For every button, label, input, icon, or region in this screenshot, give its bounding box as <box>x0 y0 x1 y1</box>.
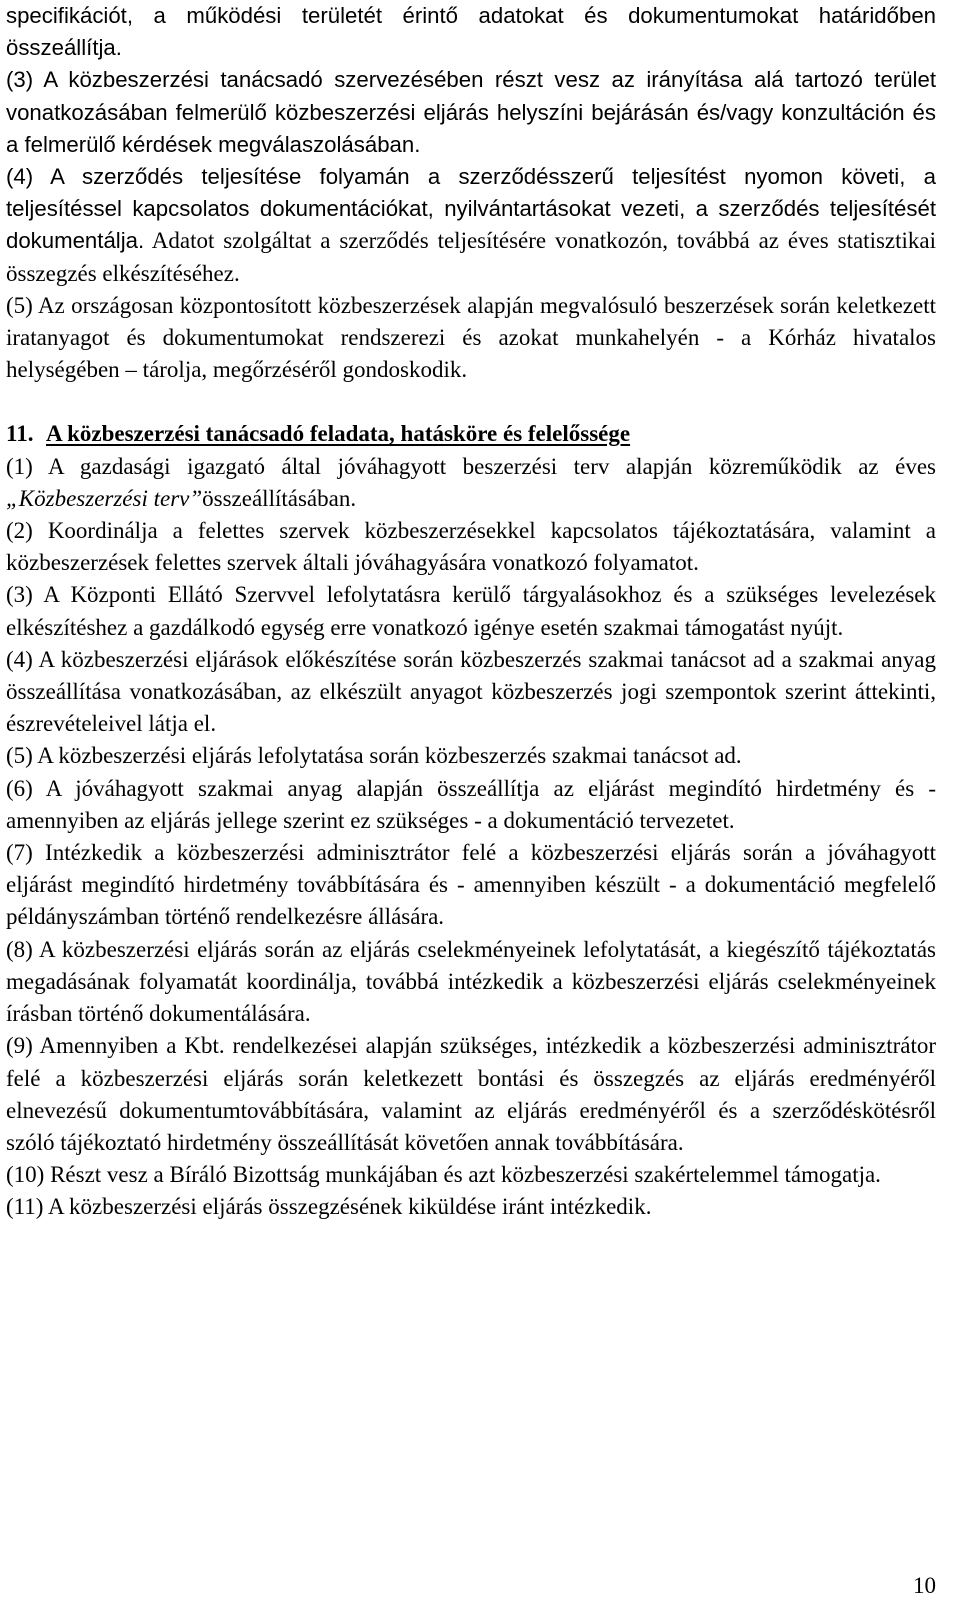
item-10: (10) Részt vesz a Bíráló Bizottság munkájában és azt közbeszerzési szakértelemmel támogatja. <box>6 1162 881 1188</box>
section-title: A közbeszerzési tanácsadó feladata, hatásköre és felelőssége <box>46 421 631 447</box>
item-8: (8) A közbeszerzési eljárás során az eljárás cselekményeinek lefolytatását, a kiegészítő tájékoztatás megadásának folyamatát koordinálja, továbbá intézkedik a közbeszerzési eljárás cselekményeinek írásban történő dokumentálására. <box>6 936 936 1027</box>
item-4: (4) A közbeszerzési eljárások előkészítése során közbeszerzés szakmai tanácsot ad a szakmai anyag összeállítása vonatkozásában, az elkészült anyagot közbeszerzés jogi szempontok szerint áttekinti, észrevételeivel látja el. <box>6 646 936 737</box>
paragraph-4-continuation: Adatot szolgáltat a szerződés teljesítésére vonatkozón, továbbá az éves statisztikai összegzés elkészítéséhez. <box>6 228 936 286</box>
page-number: 10 <box>913 1573 936 1598</box>
paragraph-continuation: specifikációt, a működési területét érintő adatokat és dokumentumokat határidőben összeállítja. <box>6 3 936 61</box>
document-page <box>6 0 936 1224</box>
section-spacer <box>6 386 936 418</box>
section-heading <box>6 418 936 450</box>
item-2: (2) Koordinálja a felettes szervek közbeszerzésekkel kapcsolatos tájékoztatására, valamint a közbeszerzések felettes szervek általi jóváhagyására vonatkozó folyamatot. <box>6 518 936 576</box>
item-3: (3) A Központi Ellátó Szervvel lefolytatásra kerülő tárgyalásokhoz és a szükséges levelezések elkészítéshez a gazdálkodó egység erre vonatkozó igénye esetén szakmai támogatást nyújt. <box>6 582 936 640</box>
paragraph-3: (3) A közbeszerzési tanácsadó szervezésében részt vesz az irányítása alá tartozó terület vonatkozásában felmerülő közbeszerzési eljárás helyszíni bejárásán és/vagy konzultáción és a felmerülő kérdések megválaszolásában. <box>6 67 936 157</box>
item-1-before: (1) A gazdasági igazgató által jóváhagyott beszerzési terv alapján közreműködik az éves <box>6 453 936 479</box>
item-11: (11) A közbeszerzési eljárás összegzésének kiküldése iránt intézkedik. <box>6 1194 652 1220</box>
paragraph-4-text: (4) A szerződés teljesítése folyamán a szerződésszerű teljesítést nyomon követi, a teljesítéssel kapcsolatos dokumentációkat, nyilvántartásokat vezeti, a szerződés teljesítését dokumentálja. <box>6 164 936 254</box>
item-6: (6) A jóváhagyott szakmai anyag alapján összeállítja az eljárást megindító hirdetmény és - amennyiben az eljárás jellege szerint ez szükséges - a dokumentáció tervezetet. <box>6 775 936 833</box>
section-number: 11. <box>6 421 34 447</box>
item-9: (9) Amennyiben a Kbt. rendelkezései alapján szükséges, intézkedik a közbeszerzési adminisztrátor felé a közbeszerzési eljárás során keletkezett bontási és összegzés az eljárás eredményéről elnevezésű dokumentumtovábbítására, valamint az eljárás eredményéről és a szerződéskötésről szóló tájékoztató hirdetmény összeállítását követően annak továbbítására. <box>6 1033 936 1155</box>
item-7: (7) Intézkedik a közbeszerzési adminisztrátor felé a közbeszerzési eljárás során a jóváhagyott eljárást megindító hirdetmény továbbítására és - amennyiben készült - a dokumentáció megfelelő példányszámban történő rendelkezésre állására. <box>6 840 936 930</box>
paragraph-5: (5) Az országosan központosított közbeszerzések alapján megvalósuló beszerzések során keletkezett iratanyagot és dokumentumokat rendszerezi és azokat munkahelyén - a Kórház hivatalos helységében – tárolja, megőrzéséről gondoskodik. <box>6 292 936 383</box>
item-1-after: összeállításában. <box>202 485 357 511</box>
item-5: (5) A közbeszerzési eljárás lefolytatása során közbeszerzés szakmai tanácsot ad. <box>6 743 742 769</box>
paragraph-4 <box>6 161 936 290</box>
item-1 <box>6 451 936 515</box>
item-1-quoted: „Közbeszerzési terv” <box>6 485 203 511</box>
